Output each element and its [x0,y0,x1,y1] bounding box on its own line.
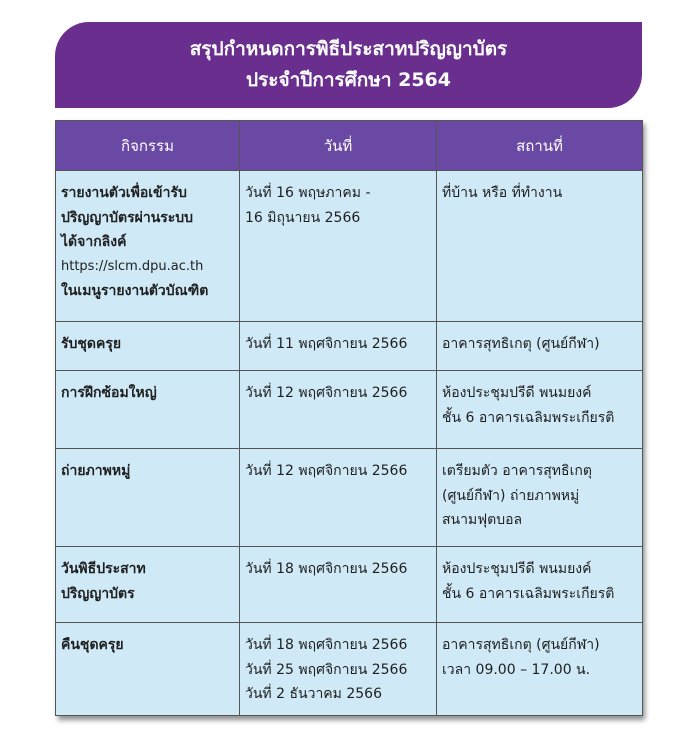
header-activity: กิจกรรม [56,121,240,171]
date-cell [240,547,437,623]
place-cell [437,449,643,547]
cell-line: วันที่ 11 พฤศจิกายน 2566 [245,336,408,352]
title-line-1: สรุปกำหนดการพิธีประสาทปริญญาบัตร [189,38,508,60]
cell-line: เวลา 09.00 – 17.00 น. [442,661,591,678]
cell-line: ในเมนูรายงานตัวบัณฑิต [61,283,209,299]
header-date: วันที่ [240,121,437,171]
table-row [56,449,643,547]
date-cell [240,171,437,322]
place-cell [437,547,643,623]
registration-link[interactable]: https://slcm.dpu.ac.th [61,258,204,274]
date-cell [240,371,437,449]
cell-line: รายงานตัวเพื่อเข้ารับ [61,185,187,201]
cell-line: ที่บ้าน หรือ ที่ทำงาน [442,185,563,201]
activity-cell [56,371,240,449]
title-banner [55,22,642,108]
schedule-table [55,120,643,716]
cell-line: อาคารสุทธิเกตุ (ศูนย์กีฬา) [442,637,600,653]
table-row [56,322,643,371]
cell-line: ชั้น 6 อาคารเฉลิมพระเกียรติ [442,585,615,602]
cell-line: ห้องประชุมปรีดี พนมยงค์ [442,561,592,577]
place-cell [437,623,643,716]
activity-cell [56,547,240,623]
cell-line: การฝึกซ้อมใหญ่ [61,385,157,401]
date-cell [240,449,437,547]
table-row [56,547,643,623]
cell-line: ถ่ายภาพหมู่ [61,463,131,479]
cell-line: 16 มิถุนายน 2566 [245,209,361,226]
cell-line: วันที่ 16 พฤษภาคม - [245,185,371,201]
cell-line: วันที่ 2 ธันวาคม 2566 [245,686,382,702]
table-row [56,623,643,716]
activity-cell [56,171,240,322]
place-cell [437,371,643,449]
cell-line: วันที่ 12 พฤศจิกายน 2566 [245,463,408,479]
cell-line: คืนชุดครุย [61,637,124,653]
table-row [56,371,643,449]
header-place: สถานที่ [437,121,643,171]
cell-line: วันที่ 18 พฤศจิกายน 2566 [245,637,408,653]
cell-line: ได้จากลิงค์ [61,234,127,250]
cell-line: วันที่ 25 พฤศจิกายน 2566 [245,661,408,678]
activity-cell [56,623,240,716]
date-cell [240,623,437,716]
cell-line: อาคารสุทธิเกตุ (ศูนย์กีฬา) [442,336,600,352]
place-cell [437,171,643,322]
cell-line: ปริญญาบัตรผ่านระบบ [61,209,194,226]
title-line-2: ประจำปีการศึกษา 2564 [246,69,451,91]
place-cell [437,322,643,371]
table-row [56,171,643,322]
table-header-row [56,121,643,171]
date-cell [240,322,437,371]
cell-line: ห้องประชุมปรีดี พนมยงค์ [442,385,592,401]
cell-line: เตรียมตัว อาคารสุทธิเกตุ [442,463,592,479]
cell-line: ปริญญาบัตร [61,585,135,602]
schedule-table-container [55,120,642,716]
cell-line: (ศูนย์กีฬา) ถ่ายภาพหมู่ [442,487,580,504]
activity-cell [56,322,240,371]
cell-line: ชั้น 6 อาคารเฉลิมพระเกียรติ [442,409,615,426]
activity-cell [56,449,240,547]
cell-line: วันที่ 12 พฤศจิกายน 2566 [245,385,408,401]
cell-line: วันพิธีประสาท [61,561,146,577]
cell-line: รับชุดครุย [61,336,122,352]
cell-line: วันที่ 18 พฤศจิกายน 2566 [245,561,408,577]
cell-line: สนามฟุตบอล [442,512,523,528]
